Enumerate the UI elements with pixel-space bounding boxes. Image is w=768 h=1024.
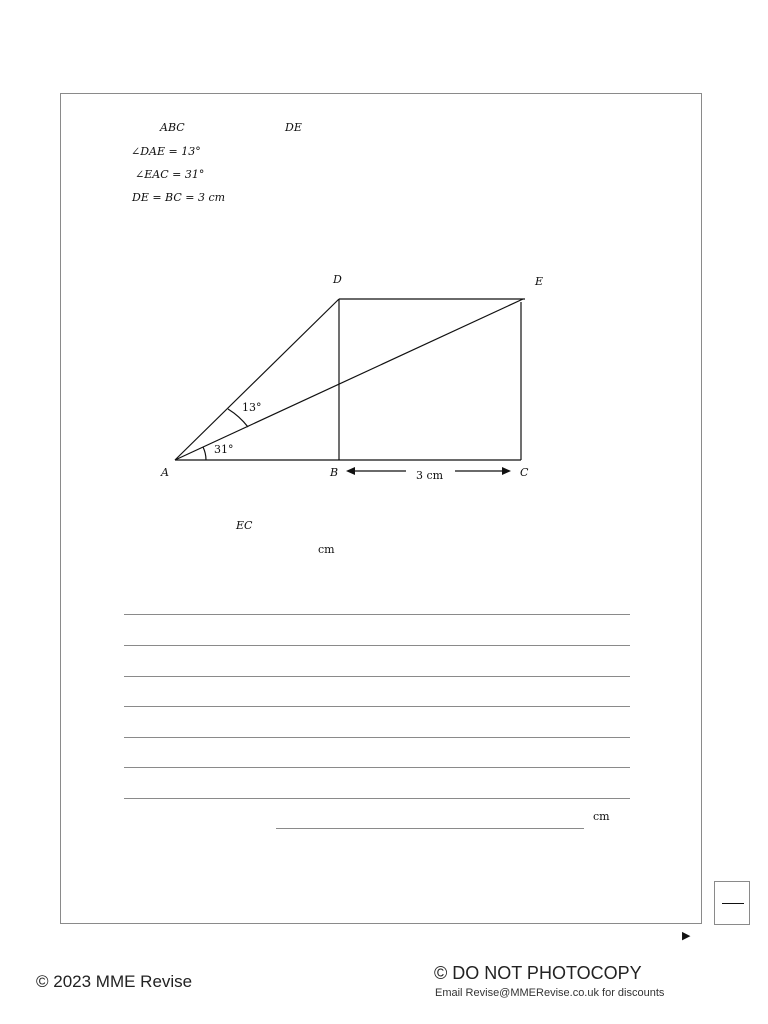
bc-length-label: 3 cm [416,469,444,482]
label-e: E [535,275,544,288]
intro-segment-label: DE [285,121,302,134]
working-line[interactable] [124,614,630,615]
answer-unit: cm [593,810,610,823]
given-lengths: DE = BC = 3 cm [132,191,226,204]
copyright-text: © 2023 MME Revise [36,972,193,991]
answer-line[interactable] [276,828,584,829]
unit-hint: cm [318,543,335,556]
find-segment-label: EC [236,519,253,532]
arc-angle-eac [203,447,206,460]
arrowhead-left [346,467,355,475]
intro-shape-label: ABC [160,121,185,134]
label-a: A [161,466,169,479]
marks-divider [722,903,744,904]
angle-dae-label: 13° [242,401,262,414]
angle-eac-label: 31° [214,443,234,456]
working-line[interactable] [124,706,630,707]
working-line[interactable] [124,798,630,799]
marks-box [714,881,750,925]
working-line[interactable] [124,645,630,646]
line-ae [175,299,523,460]
next-page-arrow-icon: ▶ [682,929,691,942]
working-line[interactable] [124,737,630,738]
given-angle-dae: ∠DAE = 13° [131,145,201,158]
do-not-photocopy-text: © DO NOT PHOTOCOPY [434,963,642,983]
label-c: C [520,466,529,479]
working-line[interactable] [124,676,630,677]
working-line[interactable] [124,767,630,768]
label-d: D [333,273,342,286]
given-angle-eac: ∠EAC = 31° [135,168,205,181]
line-ad [175,299,339,460]
arrowhead-right [502,467,511,475]
label-b: B [330,466,339,479]
email-discount-text: Email Revise@MMERevise.co.uk for discounts [435,987,665,999]
